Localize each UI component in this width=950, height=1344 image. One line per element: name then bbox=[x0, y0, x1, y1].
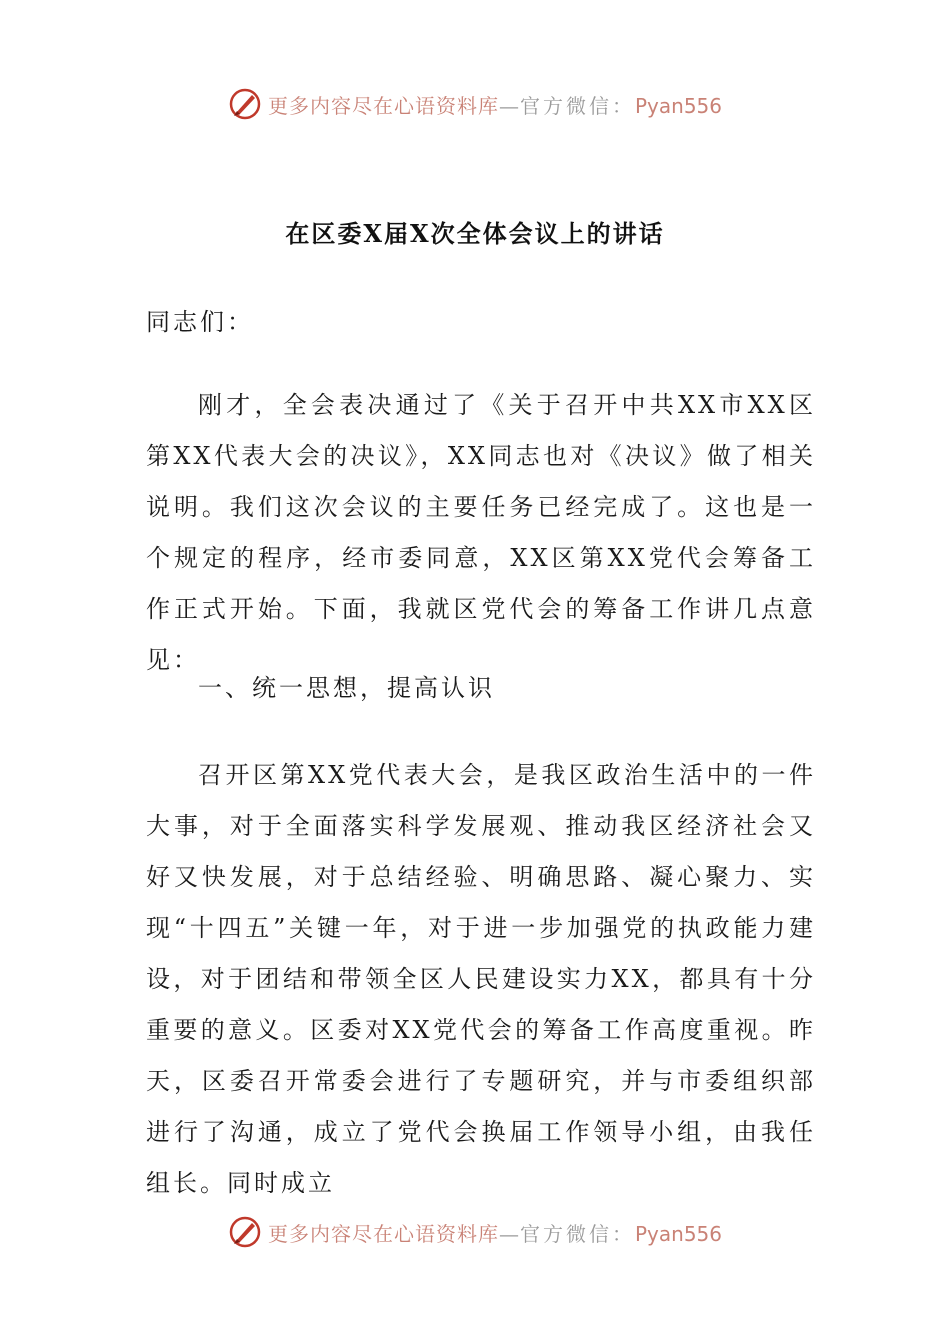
banner-wechat-label: 官方微信： bbox=[519, 1221, 635, 1246]
salutation: 同志们： bbox=[146, 308, 254, 336]
banner-wechat-id: Pyan556 bbox=[634, 1221, 722, 1246]
banner-main-text: 更多内容尽在心语资料库 bbox=[267, 93, 499, 118]
footer-banner-text bbox=[268, 1218, 722, 1247]
header-banner-text bbox=[268, 90, 722, 119]
pen-logo-icon bbox=[228, 87, 262, 121]
header-banner bbox=[0, 84, 950, 124]
document-title: 在区委X届X次全体会议上的讲话 bbox=[285, 219, 665, 248]
paragraph-1: 刚才，全会表决通过了《关于召开中共XX市XX区第XX代表大会的决议》，XX同志也对《决议》做了相关说明。我们这次会议的主要任务已经完成了。这也是一个规定的程序，经市委同意，XX区第XX党代会筹备工作正式开始。下面，我就区党代会的筹备工作讲几点意见： bbox=[146, 391, 816, 674]
section-heading-1: 一、统一思想，提高认识 bbox=[198, 674, 495, 702]
footer-banner bbox=[0, 1212, 950, 1252]
banner-separator: — bbox=[498, 1221, 520, 1246]
paragraph-2: 召开区第XX党代表大会，是我区政治生活中的一件大事，对于全面落实科学发展观、推动我区经济社会又好又快发展，对于总结经验、明确思路、凝心聚力、实现“十四五”关键一年，对于进一步加强党的执政能力建设，对于团结和带领全区人民建设实力XX，都具有十分重要的意义。区委对XX党代会的筹备工作高度重视。昨天，区委召开常委会进行了专题研究，并与市委组织部进行了沟通，成立了党代会换届工作领导小组，由我任组长。同时成立 bbox=[146, 761, 816, 1197]
pen-logo-icon bbox=[228, 1215, 262, 1249]
banner-wechat-label: 官方微信： bbox=[519, 93, 635, 118]
banner-wechat-id: Pyan556 bbox=[634, 93, 722, 118]
banner-separator: — bbox=[498, 93, 520, 118]
banner-main-text: 更多内容尽在心语资料库 bbox=[267, 1221, 499, 1246]
